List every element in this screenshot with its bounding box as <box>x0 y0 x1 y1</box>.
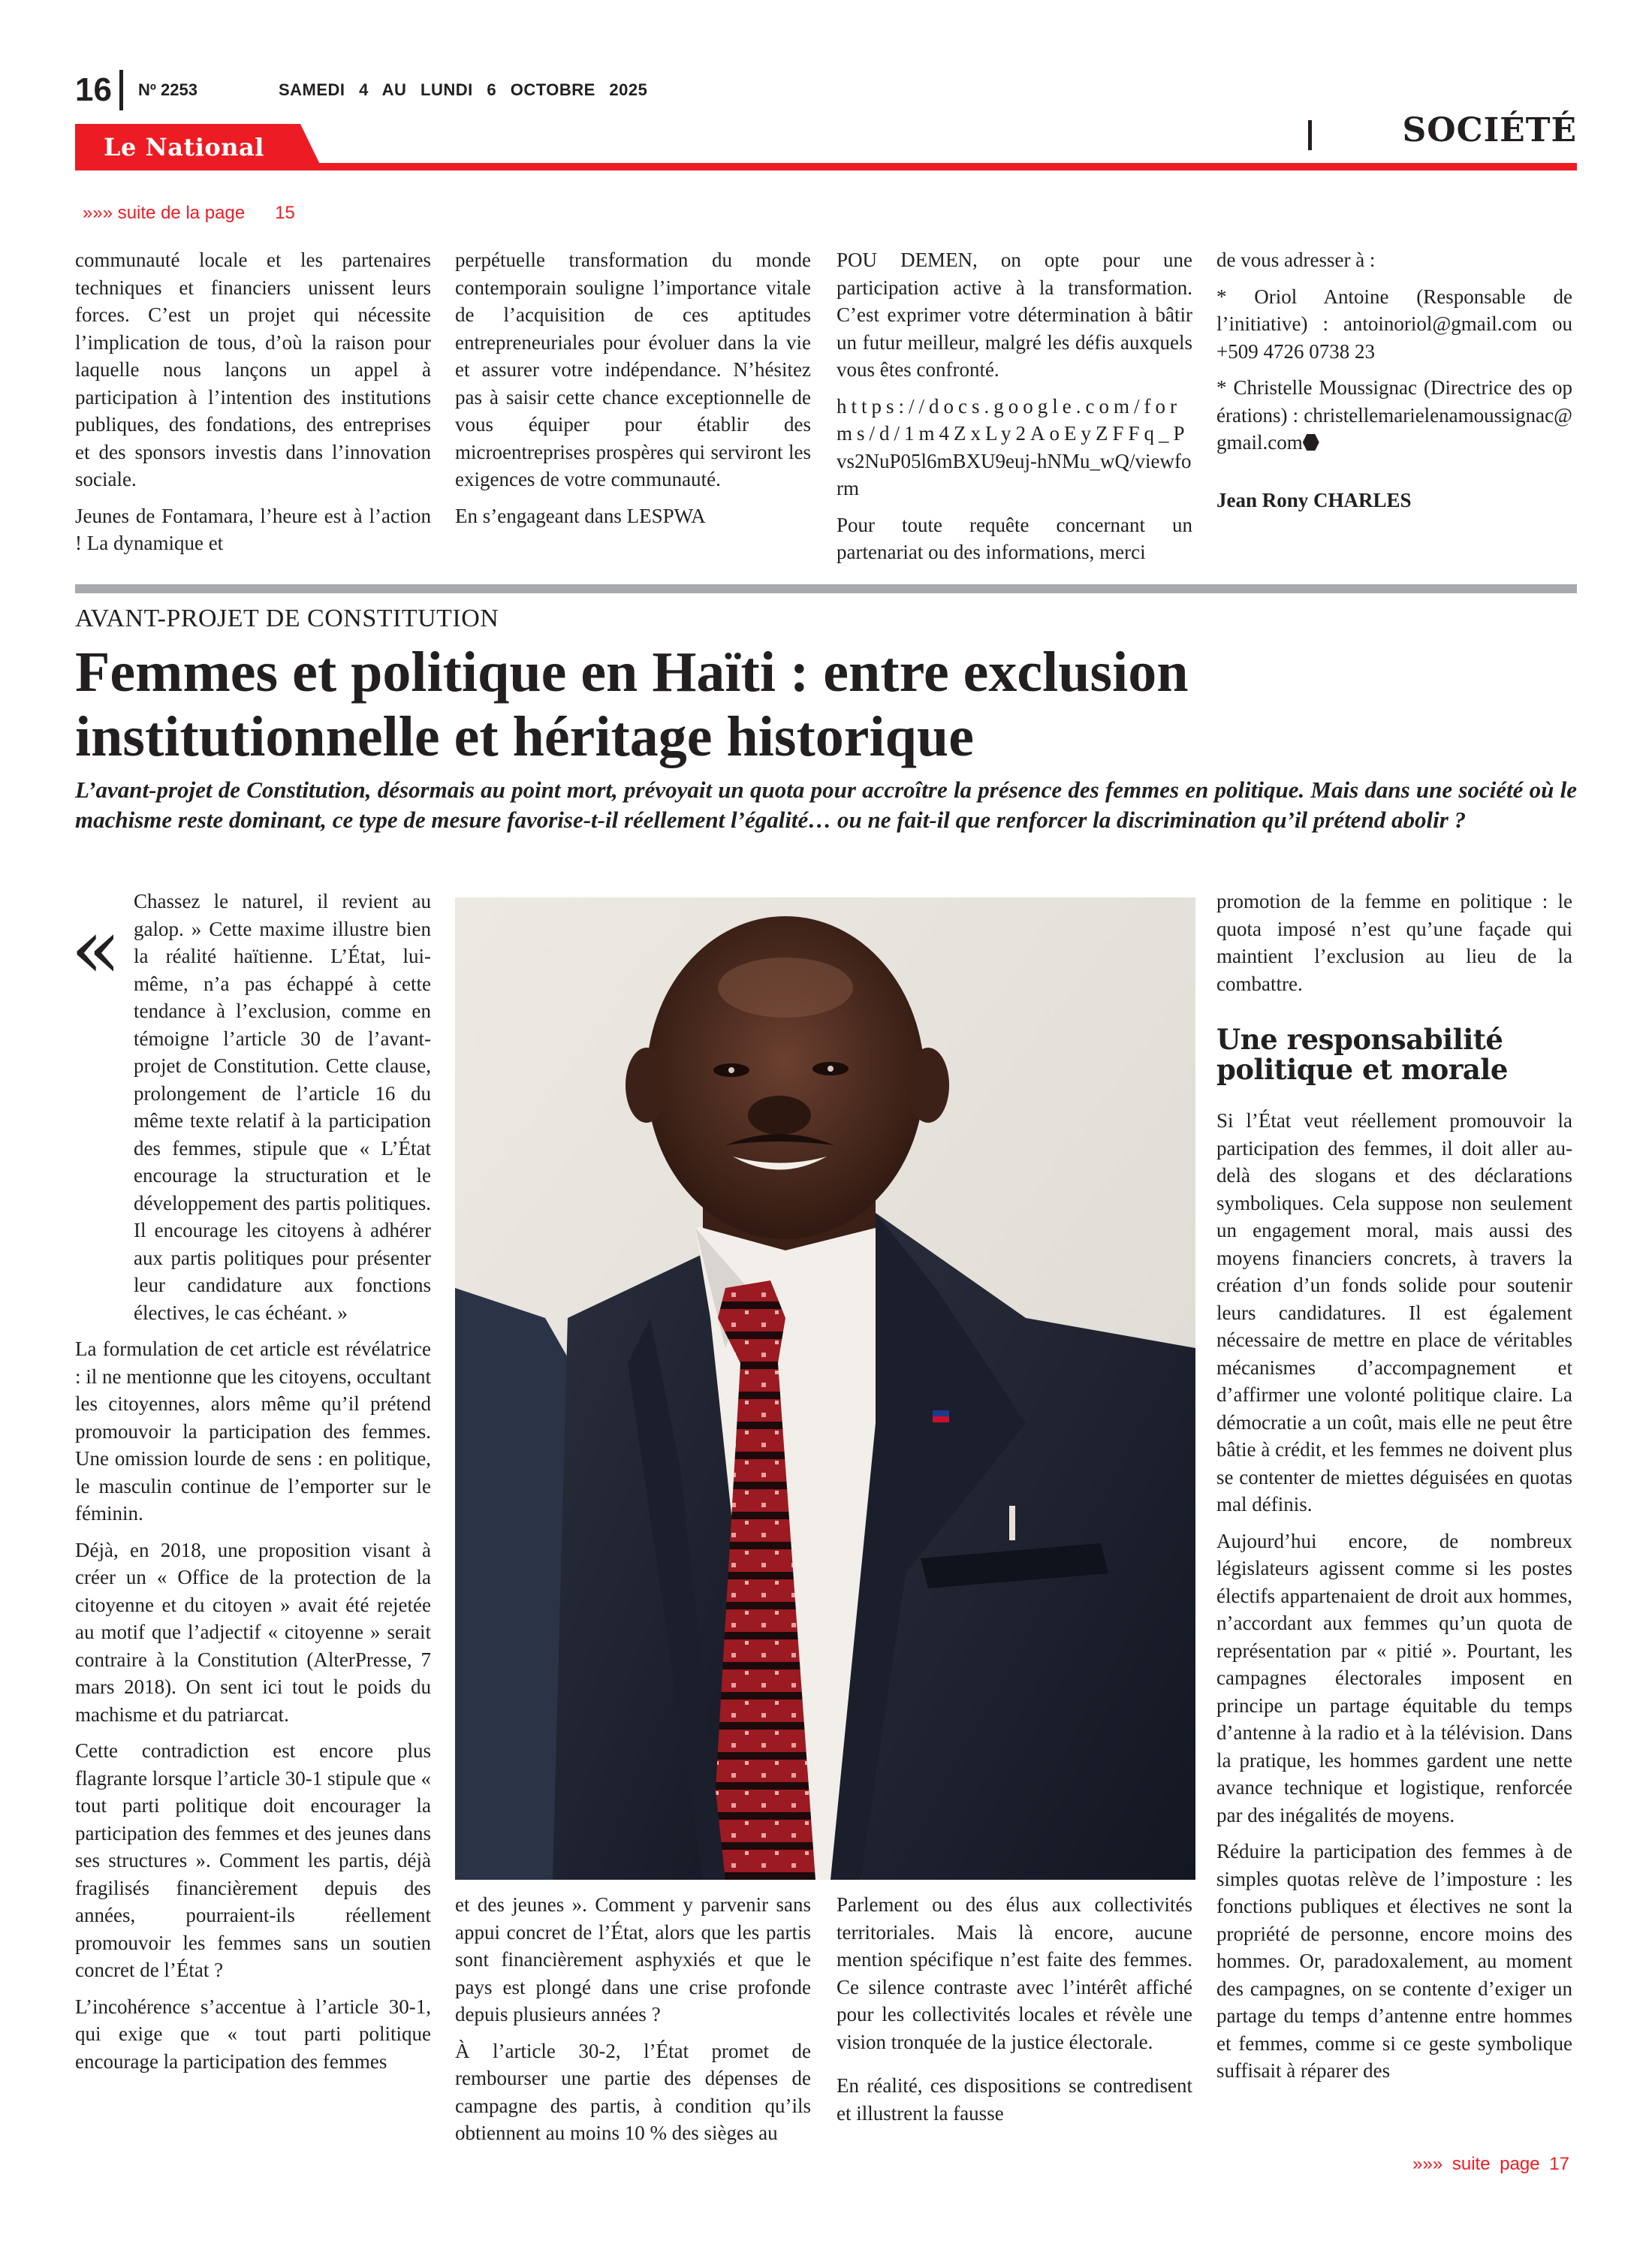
portrait-illustration <box>455 897 1195 1880</box>
paragraph: En réalité, ces dispositions se contredisent et illustrent la fausse <box>837 2074 1192 2125</box>
form-link[interactable] <box>837 393 1192 502</box>
article-subheading: Une responsabilité politique et morale <box>1216 1023 1508 1086</box>
prev-article-column-1 <box>75 246 431 566</box>
issue-number: Nº 2253 <box>137 80 197 99</box>
continued-on-label: »»» suite page <box>1412 2154 1540 2174</box>
page-number: 16 <box>75 71 112 108</box>
paragraph: En s’engageant dans LESPWA <box>455 504 706 527</box>
article-divider <box>75 584 1577 593</box>
prev-article-column-2 <box>455 246 811 538</box>
header-divider <box>119 70 123 110</box>
paragraph: Pour toute requête concernant un partenariat ou des informations, merci <box>837 513 1192 563</box>
paragraph: Réduire la participation des femmes à de simples quotas relève de l’imposture : les fonctions publiques et électives ne sont la propriété de personne, encore moins des hommes. Or, paradoxalement, au moment des campagnes, on se contente d’exiger un partage du temps d’antenne entre hommes et femmes, comme si ce geste symbolique suffisait à réparer des <box>1216 1840 1572 2082</box>
paragraph: Cette contradiction est encore plus flagrante lorsque l’article 30-1 stipule que « tout parti politique doit encourager la participation des femmes et des jeunes dans ses structures ». Comment les partis, déjà fragilisés financièrement depuis des années, pourraient-ils réellement promouvoir les femmes sans un soutien concret de l’État ? <box>75 1739 431 1981</box>
section-label: SOCIÉTÉ <box>1402 111 1577 149</box>
continued-from <box>83 203 295 224</box>
opening-paragraph <box>71 888 431 1326</box>
paragraph: communauté locale et les partenaires techniques et financiers unissent leurs forces. C’est un projet qui nécessite l’implication de tous, d’où la raison pour laquelle nous lançons un appel à participation à l’intention des institutions publiques, des fondations, des entreprises et des sponsors investis dans l’innovation sociale. <box>75 249 431 490</box>
article-headline: Femmes et politique en Haïti : entre exclusion institutionnelle et héritage historique <box>75 641 1189 768</box>
continued-on-page: 17 <box>1549 2154 1569 2174</box>
end-of-article-icon <box>1303 434 1319 451</box>
masthead-band <box>75 124 1577 170</box>
contact-christelle-moussignac <box>1216 374 1572 457</box>
paragraph: Parlement ou des élus aux collectivités territoriales. Mais là encore, aucune mention spécifique n’est faite des femmes. Ce silence contraste avec l’intérêt affiché pour les collectivités locales et révèle une vision tronquée de la justice électorale. <box>837 1893 1192 2053</box>
opening-text: Chassez le naturel, il revient au galop. » Cette maxime illustre bien la réalité haïtienne. L’État, lui-même, n’a pas échappé à cette tendance à l’exclusion, comme en témoigne l’article 30 de l’avant-projet de Constitution. Cette clause, prolongement de l’article 16 du même texte relatif à la participation des femmes, stipule que « L’État encourage la structuration et le développement des partis politiques. Il encourage les citoyens à adhérer aux partis politiques pour présenter leur candidature aux fonctions électives, le cas échéant. » <box>134 890 431 1324</box>
paragraph: POU DEMEN, on opte pour une participation active à la transformation. C’est exprimer votre détermination à bâtir un futur meilleur, malgré les défis auxquels vous êtes confronté. <box>837 249 1192 381</box>
form-link-part-1: https://docs.google.com/forms/d/1m4ZxLy2AoEyZFFq_ <box>837 394 1181 445</box>
page-header <box>75 69 647 111</box>
paragraph: et des jeunes ». Comment y parvenir sans appui concret de l’État, alors que les partis sont financièrement asphyxiés et que le pays est plongé dans une crise profonde depuis plusieurs années ? <box>455 1893 811 2025</box>
continued-from-label: »»» suite de la page <box>83 203 246 223</box>
paragraph: Déjà, en 2018, une proposition visant à créer un « Office de la protection de la citoyenne et du citoyen » avait été rejetée au motif que l’adjectif « citoyenne » serait contraire à la Constitution (AlterPresse, 7 mars 2018). On sent ici tout le poids du machisme et du patriarcat. <box>75 1538 431 1726</box>
continued-on[interactable] <box>1412 2154 1569 2175</box>
article-column-4 <box>1216 888 1572 2094</box>
prev-article-column-4 <box>1216 246 1572 523</box>
contact-oriol-antoine: * Oriol Antoine (Responsable de l’initiative) : antoinoriol@gmail.com ou +509 4726 0738 23 <box>1216 285 1572 363</box>
paragraph: promotion de la femme en politique : le quota imposé n’est qu’une façade qui maintient l’exclusion au lieu de la combattre. <box>1216 890 1572 995</box>
opening-quote-icon: « <box>71 900 122 997</box>
form-link-part-2: Pvs2NuP05l6mBXU9euj-hNMu_wQ/viewform <box>837 422 1192 499</box>
continued-from-page: 15 <box>275 203 295 223</box>
article-kicker: AVANT-PROJET DE CONSTITUTION <box>75 605 499 632</box>
article-column-3 <box>837 1891 1192 2136</box>
paragraph: perpétuelle transformation du monde contemporain souligne l’importance vitale de l’acquisition de ces aptitudes entrepreneuriales pour évoluer dans la vie et assurer votre indépendance. N’hésitez pas à saisir cette chance exceptionnelle de vous équiper pour établir des microentreprises prospères qui serviront les exigences de votre communauté. <box>455 249 811 490</box>
paragraph: À l’article 30-2, l’État promet de rembourser une partie des dépenses de campagne des partis, à condition qu’ils obtiennent au moins 10 % des sièges au <box>455 2039 811 2144</box>
newspaper-logo: Le National <box>104 133 264 161</box>
paragraph: L’incohérence s’accentue à l’article 30-1, qui exige que « tout parti politique encourage la participation des femmes <box>75 1995 431 2073</box>
article-column-2 <box>455 1891 811 2156</box>
paragraph: Jeunes de Fontamara, l’heure est à l’action ! La dynamique et <box>75 504 431 554</box>
issue-date: SAMEDI 4 AU LUNDI 6 OCTOBRE 2025 <box>278 80 648 99</box>
contact-text: * Christelle Moussignac (Directrice des opérations) : christellemarielenamoussignac@gmail.com <box>1216 376 1572 454</box>
author-byline: Jean Rony CHARLES <box>1216 488 1412 511</box>
paragraph: de vous adresser à : <box>1216 249 1376 271</box>
section-divider <box>1308 120 1312 150</box>
article-column-1 <box>71 888 431 2084</box>
paragraph: Si l’État veut réellement promouvoir la participation des femmes, il doit aller au-delà des slogans et des déclarations symboliques. Cela suppose non seulement un engagement moral, mais aussi des moyens financiers concrets, à travers la création d’un fonds solide pour soutenir leurs candidatures. Il est également nécessaire de mettre en place de véritables mécanismes d’accompagnement et d’affirmer une volonté politique claire. La démocratie a un coût, mais elle ne peut être bâtie à crédit, et les femmes ne doivent plus se contenter de miettes déguisées en quotas mal définis. <box>1216 1109 1572 1516</box>
article-lede: L’avant-projet de Constitution, désormais au point mort, prévoyait un quota pour accroître la présence des femmes en politique. Mais dans une société où le machisme reste dominant, ce type de mesure favorise-t-il réellement l’égalité… ou ne fait-il que renforcer la discrimination qu’il prétend abolir ? <box>75 777 1577 833</box>
prev-article-column-3 <box>837 246 1192 575</box>
paragraph: La formulation de cet article est révélatrice : il ne mentionne que les citoyens, occultant les citoyennes, alors même qu’il prétend promouvoir la participation des femmes. Une omission lourde de sens : en politique, le masculin continue de l’emporter sur le féminin. <box>75 1338 431 1525</box>
paragraph: Aujourd’hui encore, de nombreux législateurs agissent comme si les postes électifs appartenaient de droit aux hommes, n’accordant aux femmes qu’un quota de représentation par « pitié ». Pourtant, les campagnes électorales imposent en principe un partage équitable du temps d’antenne à la radio et à la télévision. Dans la pratique, les hommes gardent une nette avance technique et logistique, renforcée par des inégalités de moyens. <box>1216 1529 1572 1826</box>
article-photo <box>455 897 1195 1880</box>
